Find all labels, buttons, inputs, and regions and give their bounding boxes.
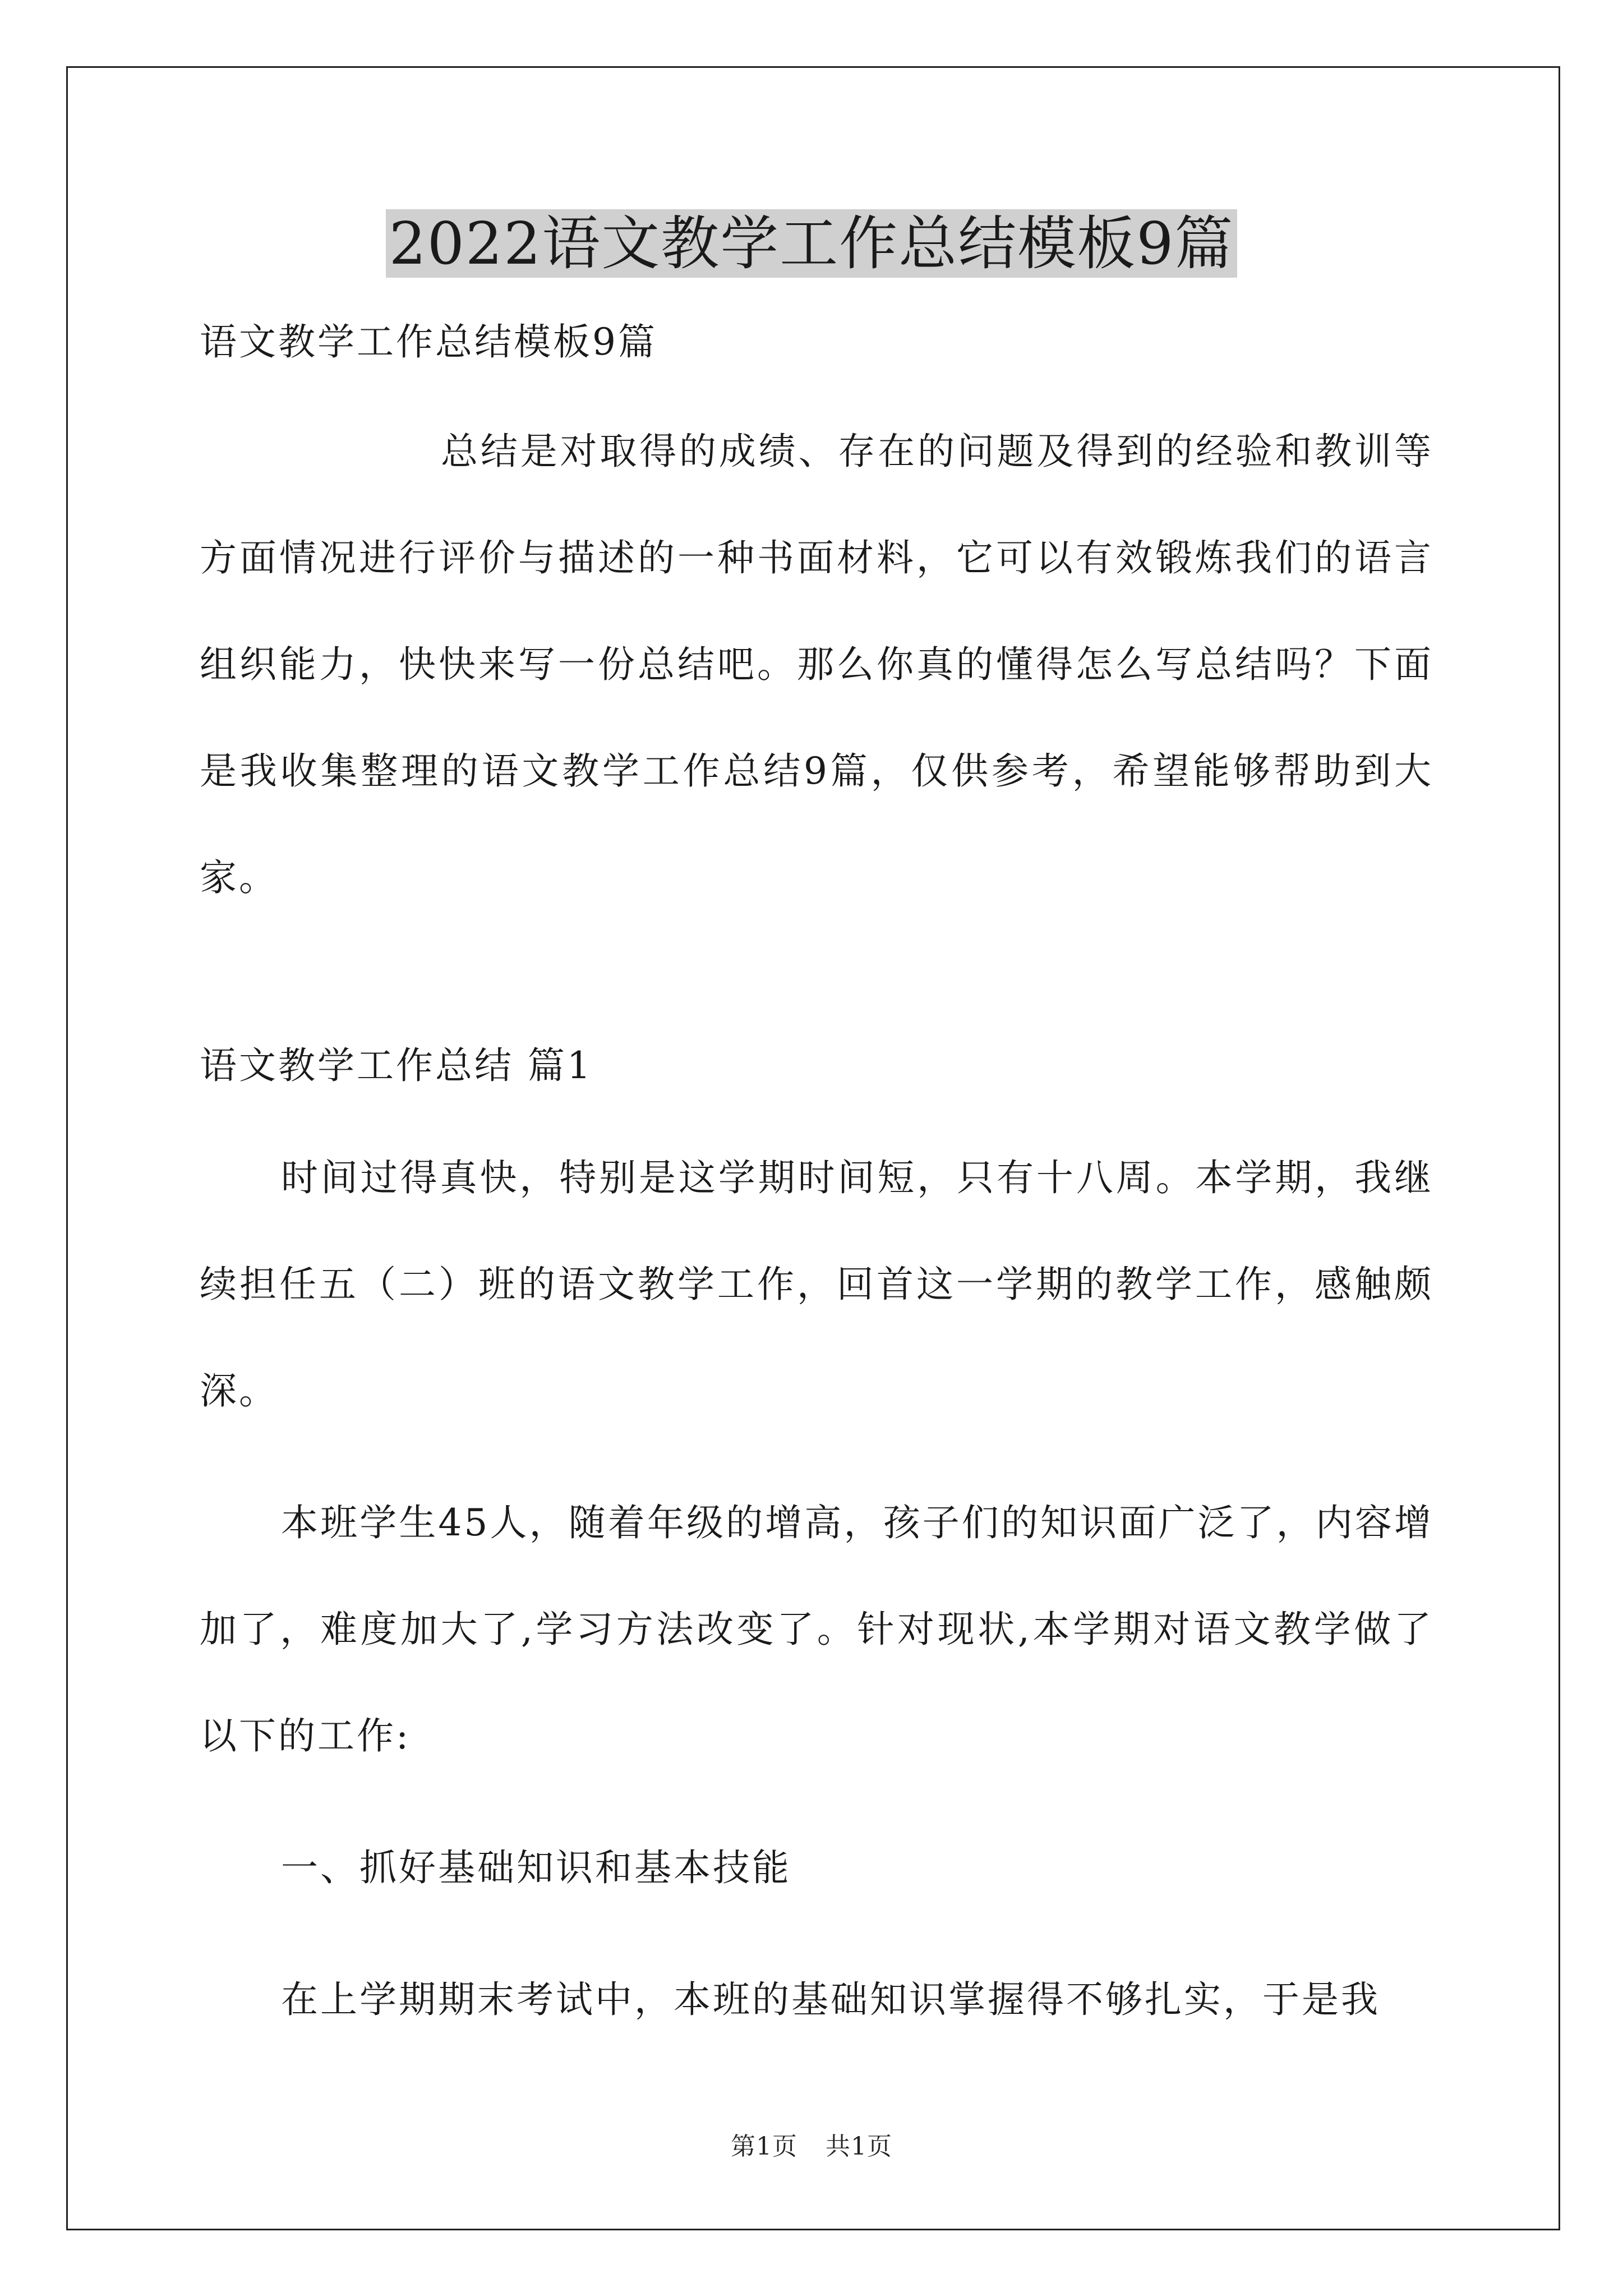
document-title-text: 2022语文教学工作总结模板9篇 xyxy=(386,209,1238,278)
document-subtitle: 语文教学工作总结模板9篇 xyxy=(200,320,657,364)
body-paragraph: 本班学生45人，随着年级的增高，孩子们的知识面广泛了，内容增加了，难度加大了,学习方法改变了。针对现状,本学期对语文教学做了以下的工作: xyxy=(200,1501,1433,1757)
document-title xyxy=(0,204,1623,283)
page-total: 共1页 xyxy=(826,2132,892,2161)
page-footer xyxy=(0,2126,1623,2162)
intro-paragraph: 总结是对取得的成绩、存在的问题及得到的经验和教训等方面情况进行评价与描述的一种书面材料，它可以有效锻炼我们的语言组织能力，快快来写一份总结吧。那么你真的懂得怎么写总结吗？下面是我收集整理的语文教学工作总结9篇，仅供参考，希望能够帮助到大家。 xyxy=(200,430,1433,899)
document-body xyxy=(200,314,1433,2104)
section-heading: 语文教学工作总结 篇1 xyxy=(200,1044,593,1087)
body-paragraph: 时间过得真快，特别是这学期时间短，只有十八周。本学期，我继续担任五（二）班的语文教学工作，回首这一学期的教学工作，感触颇深。 xyxy=(200,1156,1433,1412)
body-paragraph: 在上学期期末考试中，本班的基础知识掌握得不够扎实，于是我 xyxy=(281,1978,1380,2021)
page-number: 第1页 xyxy=(731,2132,797,2161)
body-paragraph: 一、抓好基础知识和基本技能 xyxy=(281,1846,791,1889)
